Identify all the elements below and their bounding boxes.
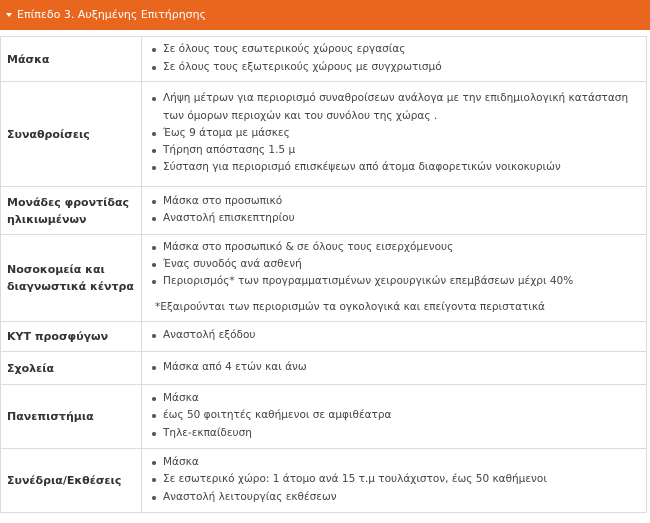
list-item-text: Αναστολή εξόδου <box>163 329 256 342</box>
table-row <box>1 187 647 235</box>
list-item-text: Σε εσωτερικό χώρο: 1 άτομο ανά 15 τ.μ τουλάχιστον, έως 50 καθήμενοι <box>163 473 547 486</box>
bullet-icon <box>152 334 156 338</box>
list-item-text: Τήρηση απόστασης 1.5 μ <box>163 144 296 157</box>
bullet-icon <box>152 66 156 70</box>
list-item <box>152 239 638 256</box>
bullet-icon <box>152 263 156 267</box>
bullet-icon <box>152 48 156 52</box>
bullet-icon <box>152 478 156 482</box>
list-item-text: Σε όλους τους εσωτερικούς χώρους εργασίας <box>163 43 406 56</box>
measures-table <box>0 36 647 513</box>
list-item <box>152 210 638 227</box>
measures-list <box>152 193 638 228</box>
table-row <box>1 235 647 322</box>
measures-list <box>152 90 638 176</box>
bullet-icon <box>152 496 156 500</box>
list-item <box>152 90 638 125</box>
bullet-icon <box>152 461 156 465</box>
list-item <box>152 489 638 506</box>
footnote: *Εξαιρούνται των περιορισμών τα ογκολογικά και επείγοντα περιστατικά <box>155 301 545 314</box>
bullet-icon <box>152 200 156 204</box>
table-row <box>1 449 647 513</box>
table-row <box>1 322 647 352</box>
list-item-text: Μάσκα <box>163 392 199 405</box>
table-row <box>1 352 647 385</box>
bullet-icon <box>152 132 156 136</box>
list-item-text: Περιορισμός* των προγραμματισμένων χειρουργικών επεμβάσεων μέχρι 40% <box>163 275 574 288</box>
row-category: Συνέδρια/Εκθέσεις <box>1 449 142 513</box>
list-item <box>152 142 638 159</box>
bullet-icon <box>152 432 156 436</box>
list-item <box>152 193 638 210</box>
row-category: Νοσοκομεία και διαγνωστικά κέντρα <box>1 235 142 322</box>
list-item-text: Έως 9 άτομα με μάσκες <box>163 126 290 139</box>
list-item-text: έως 50 φοιτητές καθήμενοι σε αμφιθέατρα <box>163 409 392 422</box>
accordion-title: Επίπεδο 3. Αυξημένης Επιτήρησης <box>17 8 207 21</box>
list-item-text: Μάσκα <box>163 456 199 469</box>
caret-down-icon <box>6 13 12 17</box>
list-item-text: Ένας συνοδός ανά ασθενή <box>163 257 302 270</box>
bullet-icon <box>152 366 156 370</box>
list-item-text: Σύσταση για περιορισμό επισκέψεων από άτομα διαφορετικών νοικοκυριών <box>163 161 561 174</box>
list-item <box>152 390 638 407</box>
list-item-text: Τηλε-εκπαίδευση <box>163 426 252 439</box>
list-item <box>152 125 638 142</box>
measures-list <box>152 454 638 506</box>
table-row <box>1 37 647 82</box>
list-item-text: Λήψη μέτρων για περιορισμό συναθροίσεων ανάλογα με την επιδημιολογική κατάσταση των όμορων περιοχών και του συνόλου της χώρας . <box>163 92 629 122</box>
bullet-icon <box>152 280 156 284</box>
measures-list <box>152 390 638 442</box>
list-item <box>152 273 638 290</box>
list-item-text: Αναστολή λειτουργίας εκθέσεων <box>163 490 337 503</box>
row-category: ΚΥΤ προσφύγων <box>1 322 142 352</box>
list-item <box>152 359 638 376</box>
list-item <box>152 41 638 58</box>
measures-table-wrapper <box>0 36 650 513</box>
list-item-text: Μάσκα στο προσωπικό <box>163 194 283 207</box>
list-item <box>152 59 638 76</box>
list-item <box>152 407 638 424</box>
list-item-text: Αναστολή επισκεπτηρίου <box>163 212 295 224</box>
measures-list <box>152 239 638 291</box>
measures-list <box>152 327 638 344</box>
accordion-header-level-3[interactable] <box>0 0 650 30</box>
row-category: Σχολεία <box>1 352 142 385</box>
measures-list <box>152 41 638 76</box>
row-category: Συναθροίσεις <box>1 82 142 187</box>
measures-list <box>152 359 638 376</box>
bullet-icon <box>152 166 156 170</box>
list-item <box>152 327 638 344</box>
bullet-icon <box>152 397 156 401</box>
list-item-text: Μάσκα από 4 ετών και άνω <box>163 360 307 373</box>
list-item <box>152 454 638 471</box>
table-row <box>1 82 647 187</box>
bullet-icon <box>152 414 156 418</box>
list-item-text: Σε όλους τους εξωτερικούς χώρους με συγχρωτισμό <box>163 60 442 73</box>
row-category: Μονάδες φροντίδας ηλικιωμένων <box>1 187 142 235</box>
row-category: Μάσκα <box>1 37 142 82</box>
list-item <box>152 256 638 273</box>
list-item <box>152 159 638 176</box>
list-item <box>152 471 638 488</box>
list-item-text: Μάσκα στο προσωπικό & σε όλους τους εισερχόμενους <box>163 240 454 253</box>
bullet-icon <box>152 97 156 101</box>
bullet-icon <box>152 217 156 221</box>
bullet-icon <box>152 149 156 153</box>
list-item <box>152 425 638 442</box>
bullet-icon <box>152 246 156 250</box>
table-row <box>1 385 647 449</box>
row-category: Πανεπιστήμια <box>1 385 142 449</box>
